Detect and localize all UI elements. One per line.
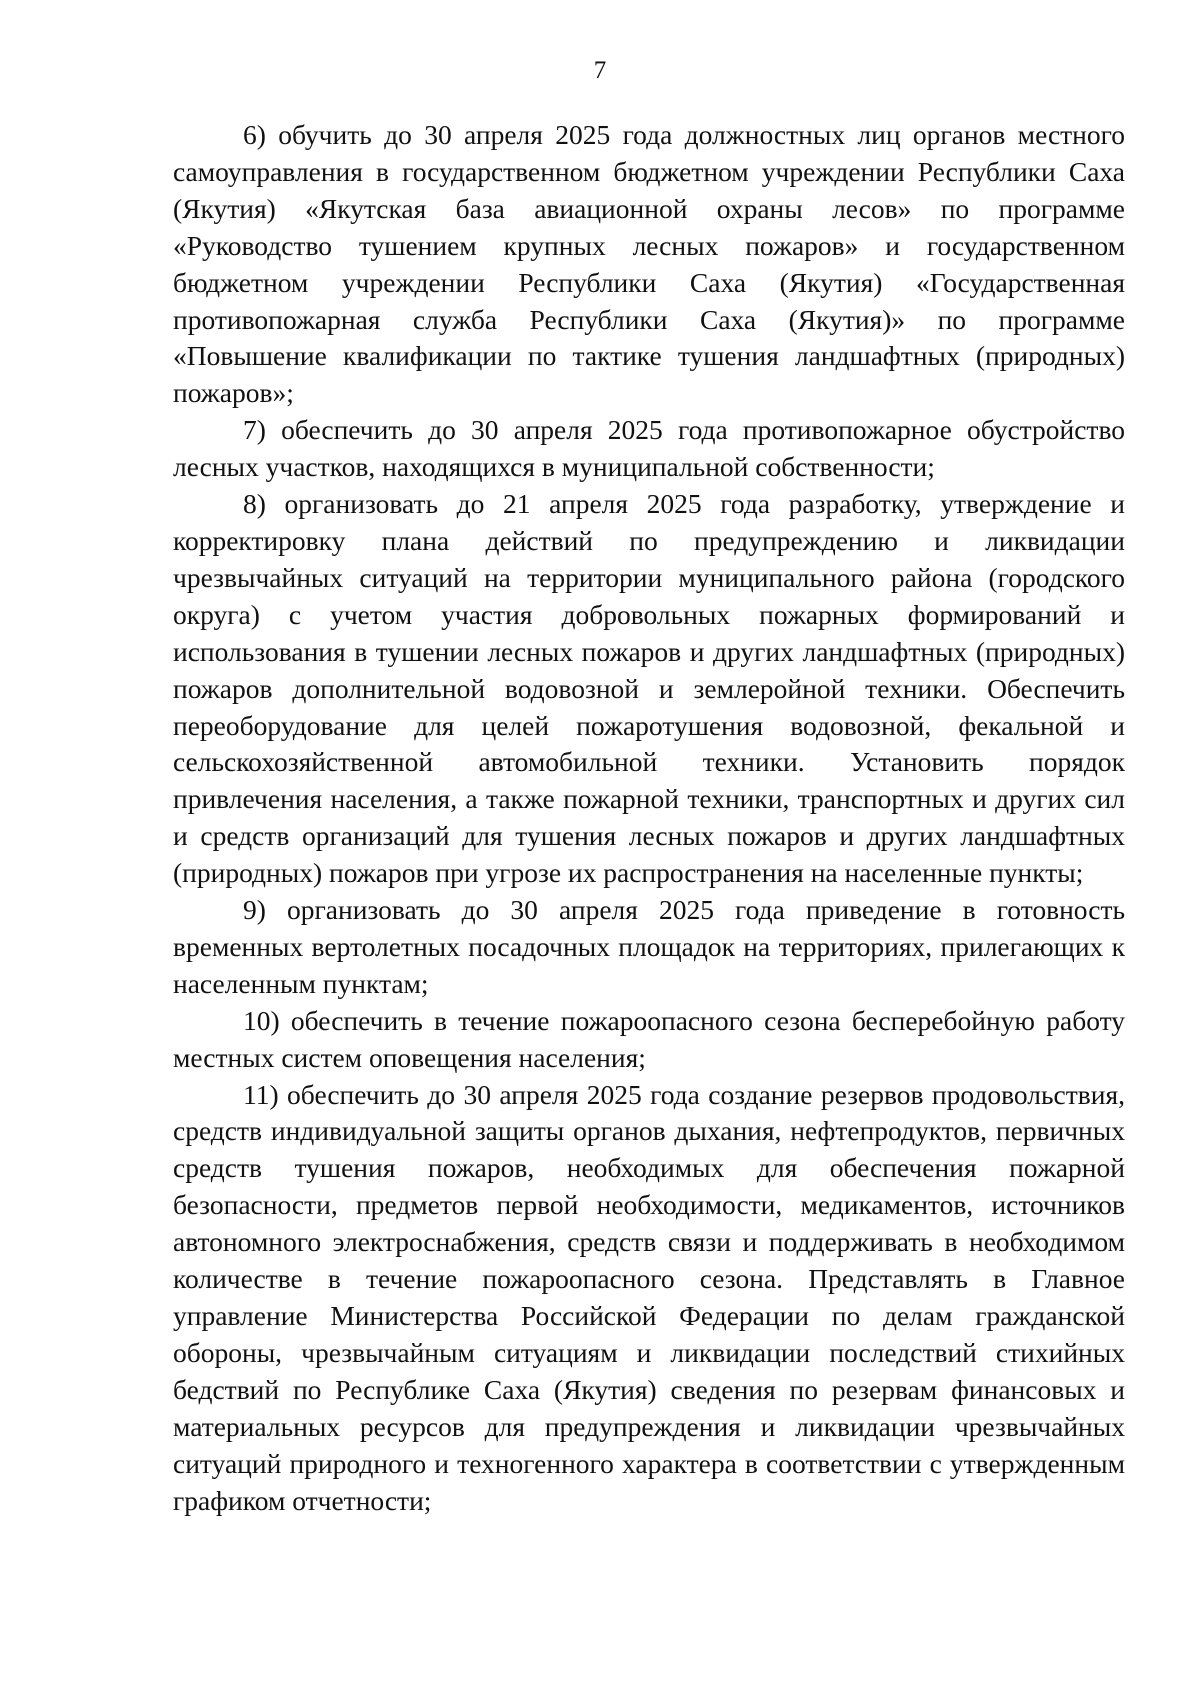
- paragraph-item-6: 6) обучить до 30 апреля 2025 года должностных лиц органов местного самоуправления в государственном бюджетном учреждении Республики Саха (Якутия) «Якутская база авиационной охраны лесов» по программе «Руководство тушением крупных лесных пожаров» и государственном бюджетном учреждении Республики Саха (Якутия) «Государственная противопожарная служба Республики Саха (Якутия)» по программе «Повышение квалификации по тактике тушения ландшафтных (природных) пожаров»;: [173, 119, 1125, 409]
- document-body: [173, 117, 1125, 1519]
- paragraph-item-8: 8) организовать до 21 апреля 2025 года разработку, утверждение и корректировку плана действий по предупреждению и ликвидации чрезвычайных ситуаций на территории муниципального района (городского округа) с учетом участия добровольных пожарных формирований и использования в тушении лесных пожаров и других ландшафтных (природных) пожаров дополнительной водовозной и землеройной техники. Обеспечить переоборудование для целей пожаротушения водовозной, фекальной и сельскохозяйственной автомобильной техники. Установить порядок привлечения населения, а также пожарной техники, транспортных и других сил и средств организаций для тушения лесных пожаров и других ландшафтных (природных) пожаров при угрозе их распространения на населенные пункты;: [173, 488, 1125, 889]
- paragraph-item-7: 7) обеспечить до 30 апреля 2025 года противопожарное обустройство лесных участков, находящихся в муниципальной собственности;: [173, 414, 1125, 483]
- paragraph-item-11: 11) обеспечить до 30 апреля 2025 года создание резервов продовольствия, средств индивидуальной защиты органов дыхания, нефтепродуктов, первичных средств тушения пожаров, необходимых для обеспечения пожарной безопасности, предметов первой необходимости, медикаментов, источников автономного электроснабжения, средств связи и поддерживать в необходимом количестве в течение пожароопасного сезона. Представлять в Главное управление Министерства Российской Федерации по делам гражданской обороны, чрезвычайным ситуациям и ликвидации последствий стихийных бедствий по Республике Саха (Якутия) сведения по резервам финансовых и материальных ресурсов для предупреждения и ликвидации чрезвычайных ситуаций природного и техногенного характера в соответствии с утвержденным графиком отчетности;: [173, 1078, 1125, 1516]
- paragraph-item-9: 9) организовать до 30 апреля 2025 года приведение в готовность временных вертолетных посадочных площадок на территориях, прилегающих к населенным пунктам;: [173, 894, 1125, 999]
- paragraph-item-10: 10) обеспечить в течение пожароопасного сезона бесперебойную работу местных систем оповещения населения;: [173, 1004, 1125, 1073]
- page-number: 7: [593, 57, 607, 84]
